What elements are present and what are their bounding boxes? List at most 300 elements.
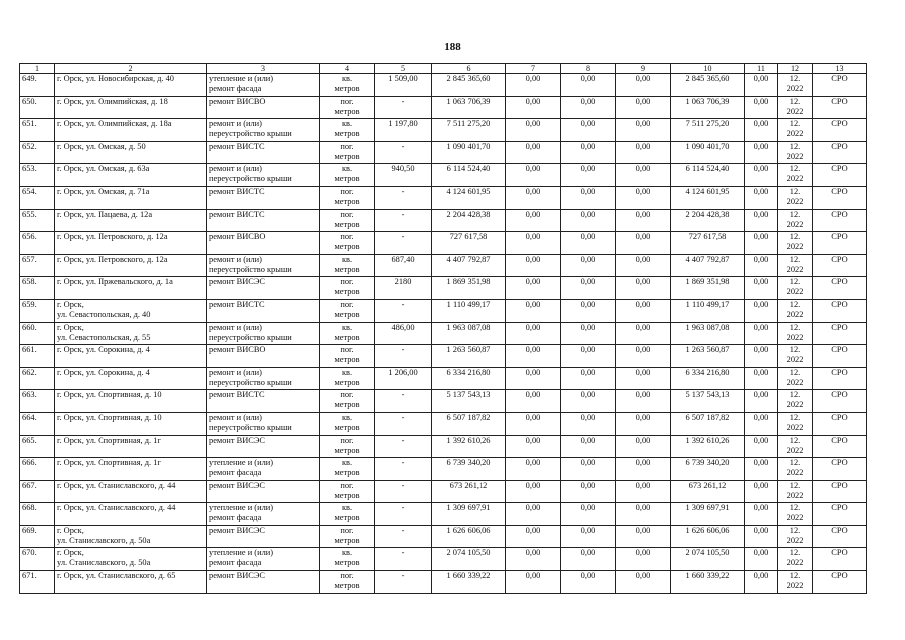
- column-header: 8: [561, 64, 616, 74]
- fund-cell-8: 0,00: [561, 435, 616, 458]
- completion-date-cell-line: 2022: [786, 490, 804, 500]
- total-cost-cell: 1 869 351,98: [432, 277, 506, 300]
- other-funds-cell: 0,00: [745, 345, 778, 368]
- work-type-cell-line: ремонт и (или): [209, 367, 262, 377]
- fund-cell-8: 0,00: [561, 96, 616, 119]
- address-cell-line: г. Орск, ул. Омская, д. 71а: [57, 186, 150, 196]
- owner-funds-cell: 2 204 428,38: [671, 209, 745, 232]
- address-cell: [55, 322, 207, 345]
- fund-cell-8: 0,00: [561, 548, 616, 571]
- other-funds-cell: 0,00: [745, 480, 778, 503]
- work-type-cell-line: ремонт и (или): [209, 119, 262, 129]
- quantity-cell: 486,00: [375, 322, 432, 345]
- work-type-cell-line: утепление и (или): [209, 74, 274, 83]
- work-type-cell-line: ремонт ВИСВО: [209, 96, 266, 106]
- table-row: [20, 232, 867, 255]
- completion-date-cell-line: 12.: [789, 548, 801, 558]
- unit-cell-line: метров: [334, 400, 360, 410]
- table-row: [20, 277, 867, 300]
- unit-cell-line: пог.: [340, 299, 354, 309]
- method-cell: СРО: [813, 390, 867, 413]
- table-row: [20, 299, 867, 322]
- fund-cell-9: 0,00: [616, 480, 671, 503]
- work-type-cell: [207, 503, 320, 526]
- fund-cell-8: 0,00: [561, 367, 616, 390]
- method-cell: СРО: [813, 503, 867, 526]
- fund-cell-7: 0,00: [506, 209, 561, 232]
- table-row: [20, 254, 867, 277]
- table-row: [20, 322, 867, 345]
- unit-cell-line: кв.: [341, 367, 353, 377]
- fund-cell-8: 0,00: [561, 525, 616, 548]
- address-cell-line: ул. Станиславского, д. 50а: [57, 535, 151, 545]
- unit-cell-line: кв.: [341, 74, 353, 83]
- column-header: 7: [506, 64, 561, 74]
- unit-cell: [320, 503, 375, 526]
- work-type-cell: [207, 322, 320, 345]
- fund-cell-8: 0,00: [561, 164, 616, 187]
- total-cost-cell: 1 263 560,87: [432, 345, 506, 368]
- owner-funds-cell: 1 309 697,91: [671, 503, 745, 526]
- address-cell: [55, 277, 207, 300]
- total-cost-cell: 4 124 601,95: [432, 186, 506, 209]
- address-cell: [55, 480, 207, 503]
- quantity-cell: -: [375, 96, 432, 119]
- address-cell-line: ул. Станиславского, д. 50а: [57, 558, 151, 568]
- fund-cell-9: 0,00: [616, 435, 671, 458]
- address-cell-line: г. Орск, ул. Пржевальского, д. 1а: [57, 277, 173, 287]
- quantity-cell: -: [375, 480, 432, 503]
- row-number-cell: 669.: [20, 525, 55, 548]
- completion-date-cell-line: 2022: [786, 106, 804, 116]
- other-funds-cell: 0,00: [745, 390, 778, 413]
- table-body: [20, 74, 867, 594]
- completion-date-cell-line: 2022: [786, 309, 804, 319]
- unit-cell-line: пог.: [340, 186, 354, 196]
- address-cell-line: г. Орск, ул. Спортивная, д. 1г: [57, 458, 161, 468]
- method-cell: СРО: [813, 480, 867, 503]
- row-number-cell: 662.: [20, 367, 55, 390]
- quantity-cell: 1 509,00: [375, 74, 432, 97]
- owner-funds-cell: 6 334 216,80: [671, 367, 745, 390]
- completion-date-cell-line: 12.: [789, 390, 801, 400]
- unit-cell-line: метров: [334, 242, 360, 252]
- fund-cell-9: 0,00: [616, 141, 671, 164]
- completion-date-cell: [778, 164, 813, 187]
- column-header: 13: [813, 64, 867, 74]
- completion-date-cell-line: 12.: [789, 96, 801, 106]
- column-header: 4: [320, 64, 375, 74]
- address-cell-line: ул. Севастопольская, д. 40: [57, 309, 151, 319]
- completion-date-cell-line: 2022: [786, 264, 804, 274]
- fund-cell-7: 0,00: [506, 458, 561, 481]
- total-cost-cell: 6 507 187,82: [432, 412, 506, 435]
- address-cell-line: г. Орск,: [57, 299, 84, 309]
- method-cell: СРО: [813, 525, 867, 548]
- address-cell-line: г. Орск, ул. Сорокина, д. 4: [57, 345, 150, 355]
- fund-cell-7: 0,00: [506, 322, 561, 345]
- address-cell: [55, 345, 207, 368]
- unit-cell-line: пог.: [340, 345, 354, 355]
- column-header: 12: [778, 64, 813, 74]
- quantity-cell: 1 206,00: [375, 367, 432, 390]
- work-type-cell-line: ремонт ВИСТС: [209, 186, 265, 196]
- table-row: [20, 164, 867, 187]
- row-number-cell: 659.: [20, 299, 55, 322]
- completion-date-cell: [778, 299, 813, 322]
- row-number-cell: 666.: [20, 458, 55, 481]
- fund-cell-8: 0,00: [561, 503, 616, 526]
- row-number-cell: 663.: [20, 390, 55, 413]
- fund-cell-8: 0,00: [561, 141, 616, 164]
- unit-cell-line: кв.: [341, 254, 353, 264]
- address-cell-line: г. Орск, ул. Станиславского, д. 44: [57, 503, 176, 513]
- completion-date-cell-line: 2022: [786, 400, 804, 410]
- address-cell-line: г. Орск, ул. Омская, д. 50: [57, 141, 146, 151]
- total-cost-cell: 2 204 428,38: [432, 209, 506, 232]
- completion-date-cell: [778, 96, 813, 119]
- completion-date-cell-line: 2022: [786, 468, 804, 478]
- completion-date-cell: [778, 571, 813, 594]
- total-cost-cell: 1 090 401,70: [432, 141, 506, 164]
- table-row: [20, 119, 867, 142]
- fund-cell-7: 0,00: [506, 390, 561, 413]
- other-funds-cell: 0,00: [745, 277, 778, 300]
- fund-cell-7: 0,00: [506, 254, 561, 277]
- address-cell-line: ул. Севастопольская, д. 55: [57, 332, 151, 342]
- unit-cell-line: кв.: [341, 412, 353, 422]
- completion-date-cell: [778, 503, 813, 526]
- owner-funds-cell: 4 124 601,95: [671, 186, 745, 209]
- unit-cell: [320, 548, 375, 571]
- fund-cell-7: 0,00: [506, 164, 561, 187]
- unit-cell-line: метров: [334, 174, 360, 184]
- other-funds-cell: 0,00: [745, 458, 778, 481]
- unit-cell: [320, 186, 375, 209]
- completion-date-cell-line: 12.: [789, 74, 801, 83]
- unit-cell-line: кв.: [341, 119, 353, 129]
- unit-cell: [320, 74, 375, 97]
- fund-cell-9: 0,00: [616, 322, 671, 345]
- address-cell-line: г. Орск, ул. Новосибирская, д. 40: [57, 74, 174, 83]
- completion-date-cell: [778, 322, 813, 345]
- row-number-cell: 658.: [20, 277, 55, 300]
- method-cell: СРО: [813, 458, 867, 481]
- method-cell: СРО: [813, 412, 867, 435]
- fund-cell-7: 0,00: [506, 186, 561, 209]
- unit-cell-line: пог.: [340, 571, 354, 581]
- total-cost-cell: 2 845 365,60: [432, 74, 506, 97]
- completion-date-cell-line: 12.: [789, 367, 801, 377]
- address-cell-line: г. Орск,: [57, 322, 84, 332]
- table-row: [20, 186, 867, 209]
- row-number-cell: 650.: [20, 96, 55, 119]
- fund-cell-9: 0,00: [616, 186, 671, 209]
- row-number-cell: 652.: [20, 141, 55, 164]
- work-type-cell-line: утепление и (или): [209, 503, 274, 513]
- quantity-cell: -: [375, 458, 432, 481]
- total-cost-cell: 2 074 105,50: [432, 548, 506, 571]
- quantity-cell: -: [375, 232, 432, 255]
- work-type-cell-line: ремонт фасада: [209, 558, 262, 568]
- row-number-cell: 656.: [20, 232, 55, 255]
- unit-cell-line: кв.: [341, 164, 353, 174]
- owner-funds-cell: 1 063 706,39: [671, 96, 745, 119]
- work-type-cell: [207, 525, 320, 548]
- quantity-cell: 1 197,80: [375, 119, 432, 142]
- work-type-cell: [207, 74, 320, 97]
- unit-cell-line: пог.: [340, 277, 354, 287]
- completion-date-cell-line: 2022: [786, 129, 804, 139]
- work-type-cell: [207, 480, 320, 503]
- work-type-cell-line: ремонт ВИСВО: [209, 232, 266, 242]
- fund-cell-8: 0,00: [561, 345, 616, 368]
- fund-cell-8: 0,00: [561, 74, 616, 97]
- address-cell: [55, 299, 207, 322]
- unit-cell-line: метров: [334, 84, 360, 93]
- work-type-cell-line: ремонт и (или): [209, 164, 262, 174]
- work-type-cell-line: переустройство крыши: [209, 422, 292, 432]
- address-cell: [55, 367, 207, 390]
- fund-cell-9: 0,00: [616, 525, 671, 548]
- address-cell: [55, 209, 207, 232]
- work-type-cell: [207, 435, 320, 458]
- row-number-cell: 661.: [20, 345, 55, 368]
- unit-cell-line: пог.: [340, 525, 354, 535]
- unit-cell: [320, 164, 375, 187]
- unit-cell-line: пог.: [340, 480, 354, 490]
- fund-cell-9: 0,00: [616, 458, 671, 481]
- completion-date-cell-line: 2022: [786, 581, 804, 591]
- row-number-cell: 665.: [20, 435, 55, 458]
- other-funds-cell: 0,00: [745, 503, 778, 526]
- total-cost-cell: 6 739 340,20: [432, 458, 506, 481]
- work-type-cell-line: ремонт и (или): [209, 254, 262, 264]
- completion-date-cell-line: 12.: [789, 345, 801, 355]
- unit-cell: [320, 277, 375, 300]
- completion-date-cell: [778, 480, 813, 503]
- address-cell-line: г. Орск, ул. Омская, д. 63а: [57, 164, 150, 174]
- work-type-cell: [207, 96, 320, 119]
- unit-cell: [320, 141, 375, 164]
- fund-cell-9: 0,00: [616, 232, 671, 255]
- other-funds-cell: 0,00: [745, 367, 778, 390]
- total-cost-cell: 727 617,58: [432, 232, 506, 255]
- address-cell: [55, 232, 207, 255]
- completion-date-cell: [778, 412, 813, 435]
- unit-cell-line: метров: [334, 355, 360, 365]
- work-type-cell-line: утепление и (или): [209, 548, 274, 558]
- completion-date-cell: [778, 345, 813, 368]
- other-funds-cell: 0,00: [745, 548, 778, 571]
- table-row: [20, 96, 867, 119]
- completion-date-cell-line: 12.: [789, 322, 801, 332]
- column-header: 1: [20, 64, 55, 74]
- work-type-cell-line: ремонт и (или): [209, 322, 262, 332]
- fund-cell-8: 0,00: [561, 277, 616, 300]
- row-number-cell: 671.: [20, 571, 55, 594]
- column-header: 10: [671, 64, 745, 74]
- fund-cell-9: 0,00: [616, 277, 671, 300]
- total-cost-cell: 1 660 339,22: [432, 571, 506, 594]
- total-cost-cell: 7 511 275,20: [432, 119, 506, 142]
- completion-date-cell-line: 2022: [786, 332, 804, 342]
- address-cell: [55, 412, 207, 435]
- other-funds-cell: 0,00: [745, 96, 778, 119]
- completion-date-cell: [778, 209, 813, 232]
- address-cell: [55, 435, 207, 458]
- other-funds-cell: 0,00: [745, 525, 778, 548]
- unit-cell-line: метров: [334, 332, 360, 342]
- quantity-cell: -: [375, 571, 432, 594]
- completion-date-cell-line: 12.: [789, 119, 801, 129]
- completion-date-cell: [778, 435, 813, 458]
- unit-cell-line: метров: [334, 558, 360, 568]
- quantity-cell: -: [375, 186, 432, 209]
- work-type-cell: [207, 299, 320, 322]
- completion-date-cell-line: 2022: [786, 558, 804, 568]
- work-type-cell: [207, 412, 320, 435]
- other-funds-cell: 0,00: [745, 164, 778, 187]
- completion-date-cell-line: 2022: [786, 377, 804, 387]
- unit-cell-line: пог.: [340, 96, 354, 106]
- work-type-cell-line: утепление и (или): [209, 458, 274, 468]
- address-cell-line: г. Орск, ул. Спортивная, д. 10: [57, 412, 162, 422]
- total-cost-cell: 1 063 706,39: [432, 96, 506, 119]
- fund-cell-9: 0,00: [616, 254, 671, 277]
- fund-cell-8: 0,00: [561, 571, 616, 594]
- fund-cell-7: 0,00: [506, 367, 561, 390]
- unit-cell-line: метров: [334, 377, 360, 387]
- fund-cell-7: 0,00: [506, 277, 561, 300]
- fund-cell-7: 0,00: [506, 299, 561, 322]
- method-cell: СРО: [813, 209, 867, 232]
- fund-cell-9: 0,00: [616, 299, 671, 322]
- unit-cell: [320, 96, 375, 119]
- completion-date-cell-line: 2022: [786, 84, 804, 93]
- completion-date-cell-line: 12.: [789, 141, 801, 151]
- completion-date-cell: [778, 141, 813, 164]
- completion-date-cell: [778, 367, 813, 390]
- table-row: [20, 390, 867, 413]
- completion-date-cell: [778, 525, 813, 548]
- fund-cell-7: 0,00: [506, 96, 561, 119]
- quantity-cell: -: [375, 141, 432, 164]
- method-cell: СРО: [813, 74, 867, 97]
- unit-cell-line: метров: [334, 264, 360, 274]
- work-type-cell-line: ремонт ВИСТС: [209, 141, 265, 151]
- total-cost-cell: 673 261,12: [432, 480, 506, 503]
- fund-cell-7: 0,00: [506, 74, 561, 97]
- method-cell: СРО: [813, 141, 867, 164]
- completion-date-cell-line: 2022: [786, 422, 804, 432]
- work-type-cell-line: ремонт и (или): [209, 412, 262, 422]
- fund-cell-9: 0,00: [616, 345, 671, 368]
- completion-date-cell-line: 2022: [786, 242, 804, 252]
- unit-cell: [320, 367, 375, 390]
- fund-cell-9: 0,00: [616, 390, 671, 413]
- row-number-cell: 660.: [20, 322, 55, 345]
- other-funds-cell: 0,00: [745, 141, 778, 164]
- completion-date-cell: [778, 232, 813, 255]
- completion-date-cell-line: 12.: [789, 254, 801, 264]
- owner-funds-cell: 1 869 351,98: [671, 277, 745, 300]
- total-cost-cell: 1 963 087,08: [432, 322, 506, 345]
- address-cell: [55, 96, 207, 119]
- work-type-cell: [207, 254, 320, 277]
- owner-funds-cell: 1 626 606,06: [671, 525, 745, 548]
- table-row: [20, 345, 867, 368]
- method-cell: СРО: [813, 186, 867, 209]
- method-cell: СРО: [813, 322, 867, 345]
- table-row: [20, 480, 867, 503]
- owner-funds-cell: 1 660 339,22: [671, 571, 745, 594]
- unit-cell: [320, 480, 375, 503]
- fund-cell-7: 0,00: [506, 232, 561, 255]
- work-type-cell: [207, 232, 320, 255]
- fund-cell-9: 0,00: [616, 548, 671, 571]
- fund-cell-8: 0,00: [561, 322, 616, 345]
- work-type-cell: [207, 141, 320, 164]
- owner-funds-cell: 673 261,12: [671, 480, 745, 503]
- total-cost-cell: 1 110 499,17: [432, 299, 506, 322]
- completion-date-cell-line: 12.: [789, 571, 801, 581]
- unit-cell: [320, 322, 375, 345]
- address-cell-line: г. Орск, ул. Спортивная, д. 10: [57, 390, 162, 400]
- quantity-cell: 687,40: [375, 254, 432, 277]
- work-type-cell-line: ремонт ВИСТС: [209, 209, 265, 219]
- quantity-cell: -: [375, 412, 432, 435]
- address-cell: [55, 119, 207, 142]
- address-cell-line: г. Орск, ул. Пацаева, д. 12а: [57, 209, 153, 219]
- address-cell-line: г. Орск, ул. Петровского, д. 12а: [57, 254, 168, 264]
- unit-cell-line: пог.: [340, 390, 354, 400]
- unit-cell-line: метров: [334, 445, 360, 455]
- address-cell: [55, 164, 207, 187]
- address-cell-line: г. Орск, ул. Сорокина, д. 4: [57, 367, 150, 377]
- unit-cell-line: метров: [334, 196, 360, 206]
- total-cost-cell: 1 626 606,06: [432, 525, 506, 548]
- address-cell: [55, 74, 207, 97]
- table-row: [20, 209, 867, 232]
- completion-date-cell-line: 12.: [789, 412, 801, 422]
- column-header: 11: [745, 64, 778, 74]
- quantity-cell: -: [375, 503, 432, 526]
- quantity-cell: -: [375, 209, 432, 232]
- address-cell-line: г. Орск, ул. Спортивная, д. 1г: [57, 435, 161, 445]
- quantity-cell: -: [375, 299, 432, 322]
- column-header: 3: [207, 64, 320, 74]
- other-funds-cell: 0,00: [745, 299, 778, 322]
- unit-cell: [320, 412, 375, 435]
- address-cell: [55, 571, 207, 594]
- total-cost-cell: 1 309 697,91: [432, 503, 506, 526]
- unit-cell-line: кв.: [341, 503, 353, 513]
- unit-cell: [320, 254, 375, 277]
- table-row: [20, 548, 867, 571]
- completion-date-cell-line: 2022: [786, 355, 804, 365]
- completion-date-cell-line: 2022: [786, 196, 804, 206]
- work-type-cell-line: ремонт ВИСЭС: [209, 435, 265, 445]
- total-cost-cell: 4 407 792,87: [432, 254, 506, 277]
- fund-cell-9: 0,00: [616, 164, 671, 187]
- owner-funds-cell: 1 110 499,17: [671, 299, 745, 322]
- fund-cell-8: 0,00: [561, 232, 616, 255]
- fund-cell-8: 0,00: [561, 412, 616, 435]
- owner-funds-cell: 6 739 340,20: [671, 458, 745, 481]
- unit-cell-line: метров: [334, 422, 360, 432]
- unit-cell-line: метров: [334, 219, 360, 229]
